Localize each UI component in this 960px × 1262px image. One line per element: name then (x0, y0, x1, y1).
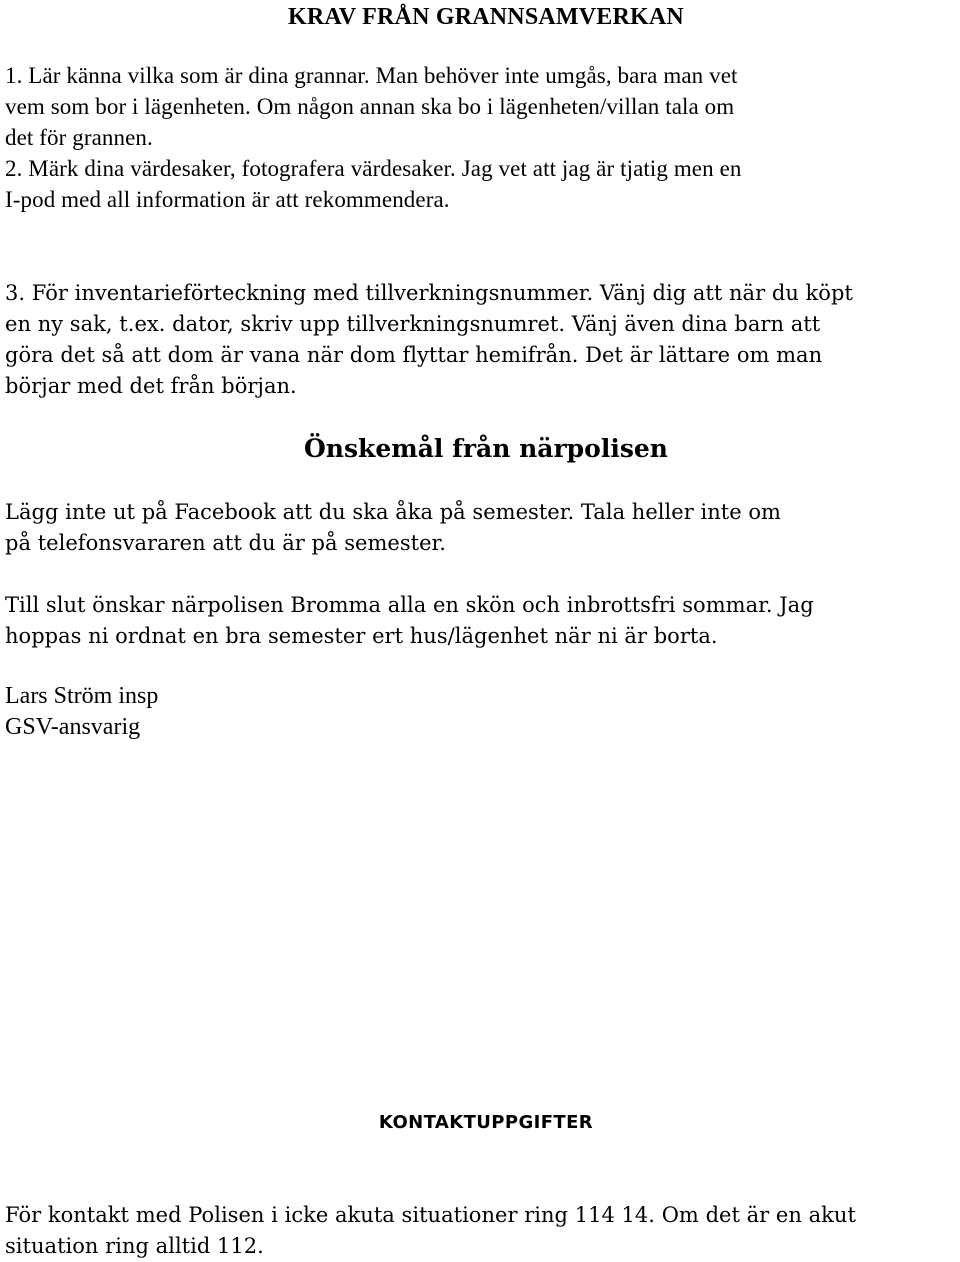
section-heading: Önskemål från närpolisen (304, 434, 668, 463)
item-1-line-2: vem som bor i lägenheten. Om någon annan ska bo i lägenheten/villan tala om (5, 94, 735, 119)
item-1-line-1: 1. Lär känna vilka som är dina grannar. Man behöver inte umgås, bara man vet (5, 63, 738, 88)
item-3-line-4: börjar med det från början. (5, 374, 297, 398)
item-2-line-2: I-pod med all information är att rekommendera. (5, 187, 450, 212)
page-title: KRAV FRÅN GRANNSAMVERKAN (288, 4, 684, 30)
wish-2-line-2: hoppas ni ordnat en bra semester ert hus/lägenhet när ni är borta. (5, 624, 718, 648)
contact-line-2: situation ring alltid 112. (5, 1234, 264, 1258)
item-2-line-1: 2. Märk dina värdesaker, fotografera värdesaker. Jag vet att jag är tjatig men en (5, 156, 742, 181)
signature (5, 681, 158, 743)
item-3-paragraph (5, 278, 955, 402)
wish-1-line-2: på telefonsvararen att du är på semester. (5, 531, 446, 555)
signature-role: GSV-ansvarig (5, 714, 141, 740)
contact-heading: KONTAKTUPPGIFTER (378, 1112, 594, 1133)
wish-2-paragraph (5, 590, 955, 652)
contact-line-1: För kontakt med Polisen i icke akuta situationer ring 114 14. Om det är en akut (5, 1203, 856, 1227)
wish-1-line-1: Lägg inte ut på Facebook att du ska åka på semester. Tala heller inte om (5, 500, 781, 524)
signature-name: Lars Ström insp (5, 683, 159, 709)
wish-1-paragraph (5, 497, 955, 559)
item-1-line-3: det för grannen. (5, 125, 153, 150)
wish-2-line-1: Till slut önskar närpolisen Bromma alla en skön och inbrottsfri sommar. Jag (5, 593, 814, 617)
item-3-line-1: 3. För inventarieförteckning med tillverkningsnummer. Vänj dig att när du köpt (5, 281, 853, 305)
item-3-line-3: göra det så att dom är vana när dom flyttar hemifrån. Det är lättare om man (5, 343, 823, 367)
contact-paragraph (5, 1200, 955, 1262)
item-2-paragraph (5, 153, 955, 215)
item-1-paragraph (5, 60, 955, 153)
item-3-line-2: en ny sak, t.ex. dator, skriv upp tillverkningsnumret. Vänj även dina barn att (5, 312, 821, 336)
